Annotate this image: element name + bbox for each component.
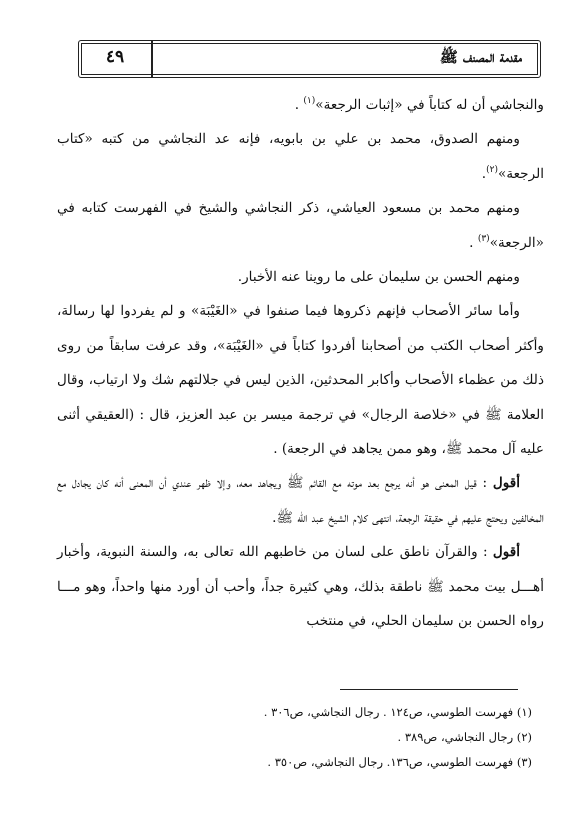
footnote-ref-3[interactable]: (٣) [477, 233, 490, 244]
paragraph-1 [57, 88, 544, 122]
paragraph-2-end: . [481, 165, 487, 182]
footnote-1: (١) فهرست الطوسي، ص١٢٤ . رجال النجاشي، ص٣٠٦ . [263, 705, 532, 719]
paragraph-6-label: أقول [492, 475, 520, 492]
paragraph-7-label: أقول [492, 544, 520, 561]
paragraph-7-text: : والقرآن ناطق على لسان من خاطبهم الله تعالى به، والسنة النبوية، وأخبار أهـــل بيت محمد ﷺ ناطقة بذلك، وهي كثيرة جداً، وأحب أن أورد منها واحداً، وهو مـــا رواه الحسن بن سليمان الحلي، في منتخب [57, 544, 544, 630]
footnote-3: (٣) فهرست الطوسي، ص١٣٦. رجال النجاشي، ص٣٥٠ . [267, 755, 532, 769]
footnote-2: (٢) رجال النجاشي، ص٣٨٩ . [397, 730, 532, 744]
paragraph-6 [57, 466, 544, 535]
header-title: مقدمة المصنف ﷺ [439, 48, 522, 66]
paragraph-3-text: ومنهم محمد بن مسعود العياشي، ذكر النجاشي والشيخ في الفهرست كتابه في «الرجعة» [57, 200, 544, 251]
paragraph-1-end: . [294, 97, 304, 113]
paragraph-2 [57, 122, 544, 191]
paragraph-1-text: والنجاشي أن له كتاباً في «إثبات الرجعة» [315, 97, 544, 113]
paragraph-3 [57, 191, 544, 260]
paragraph-4: ومنهم الحسن بن سليمان على ما روينا عنه الأخبار. [237, 269, 520, 286]
page-header [78, 40, 541, 78]
footnote-ref-1[interactable]: (١) [303, 96, 316, 106]
paragraph-5: وأما سائر الأصحاب فإنهم ذكروها فيما صنفوا في «الغَيْبَة» و لم يفردوا لها رسالة، وأكثر أصحاب الكتب من أصحابنا أفردوا كتاباً في «الغَيْبَة»، وقد عرفت سابقاً من روى ذلك من عظماء الأصحاب وأكابر المحدثين، الذين ليس في جلالتهم شك ولا ارتياب، وقال العلامة ﷺ في «خلاصة الرجال» في ترجمة ميسر بن عبد العزيز، قال : (العقيقي أثنى عليه آل محمد ﷺ، وهو ممن يجاهد في الرجعة) . [57, 303, 544, 458]
paragraph-3-end: . [469, 234, 478, 251]
paragraph-6-text: : قيل المعنى هو أنه يرجع بعد موته مع القائم ﷺ ويجاهد معه، وإلا ظهر عندي أن المعنى أنه كان يجادل مع المخالفين ويحتج عليهم في حقيقة الرجعة، انتهى كلام الشيخ عبد الله ﷺ. [57, 475, 544, 526]
paragraph-7 [57, 535, 544, 638]
footnote-ref-2[interactable]: (٢) [486, 164, 498, 175]
main-text [57, 88, 544, 639]
footnotes [92, 700, 532, 775]
paragraph-2-text: ومنهم الصدوق، محمد بن علي بن بابويه، فإنه عد النجاشي من كتبه «كتاب الرجعة» [57, 131, 544, 182]
header-divider [151, 41, 153, 77]
footnote-separator [340, 689, 518, 690]
page-number: ٤٩ [105, 47, 125, 67]
